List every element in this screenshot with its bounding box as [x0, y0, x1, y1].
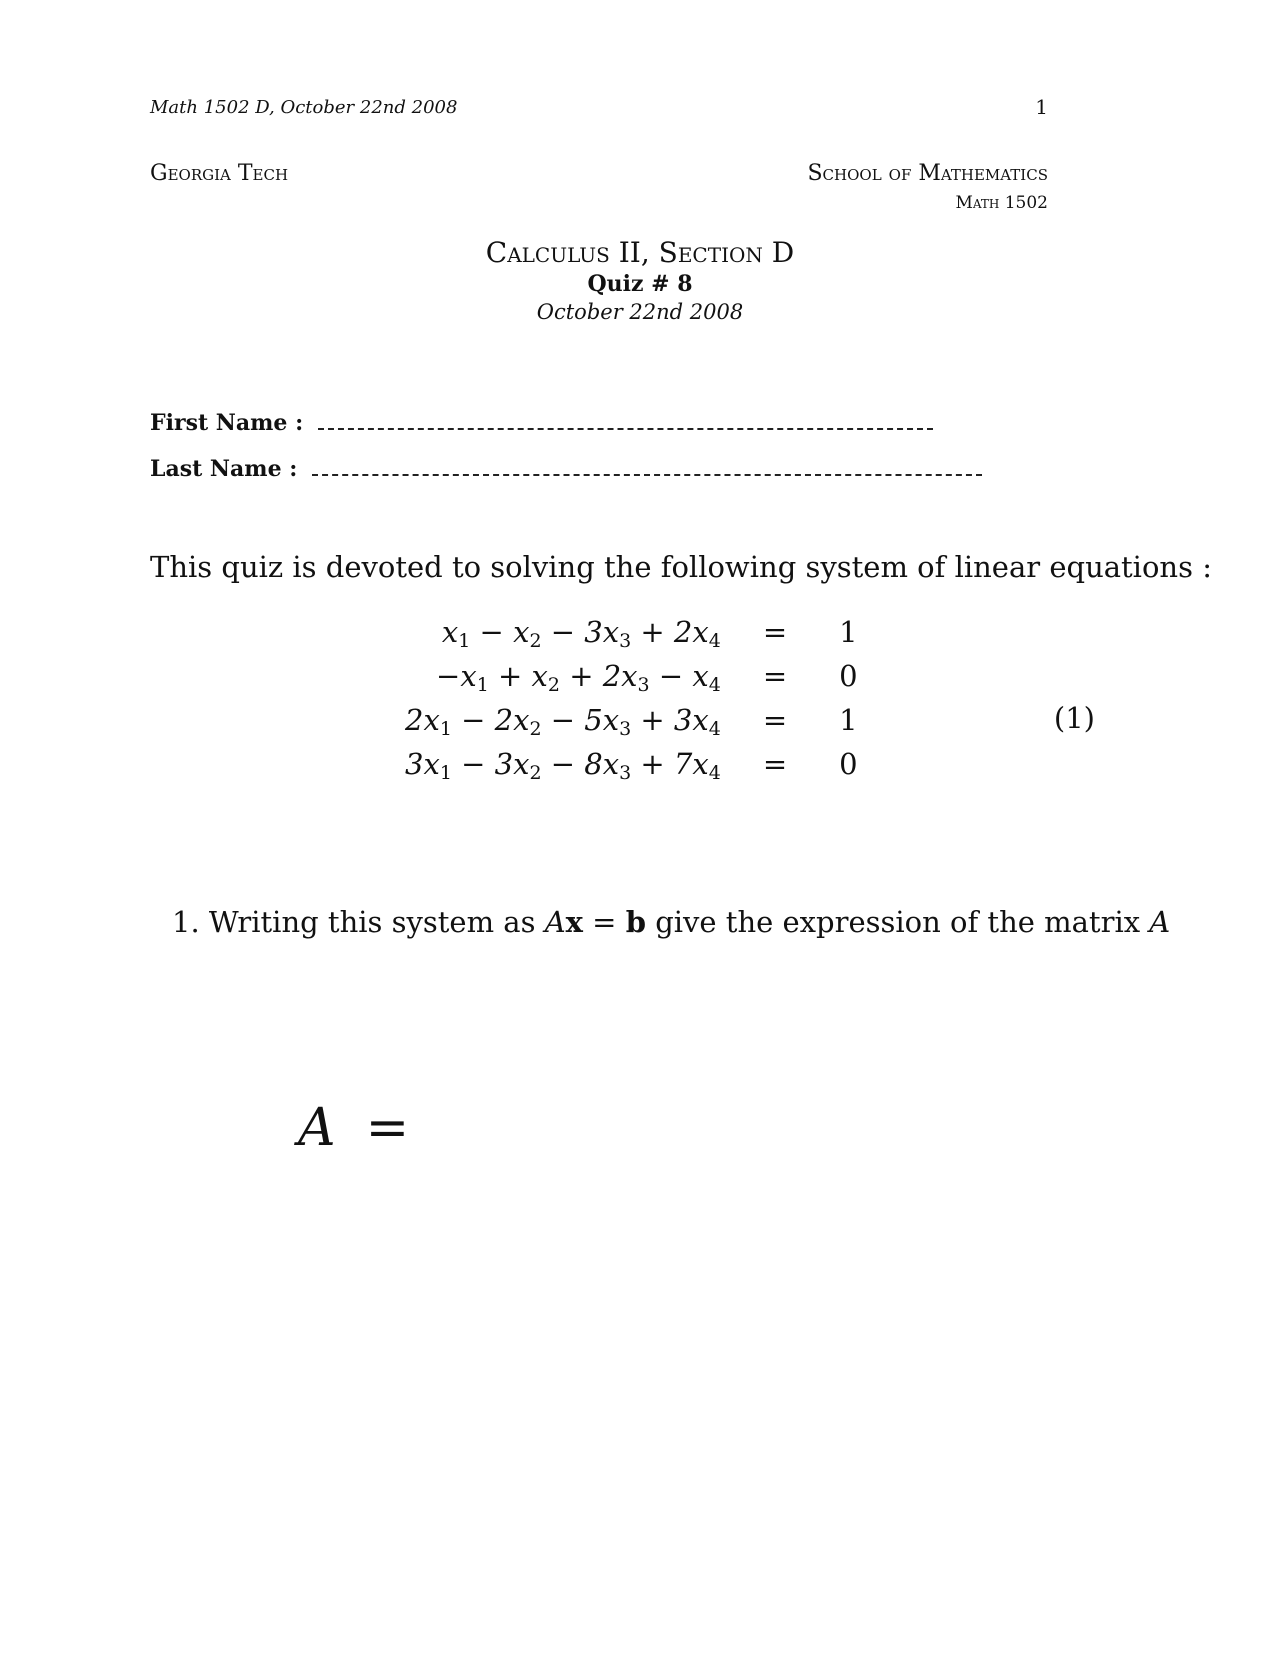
question-text: Writing this system as [208, 905, 536, 939]
first-name-blank[interactable] [318, 426, 933, 430]
formula-matrix-a: A [544, 905, 566, 939]
answer-matrix-label [298, 1098, 409, 1158]
formula-equals: = [592, 905, 617, 939]
equation-row [405, 698, 858, 742]
question-number: 1. [172, 905, 200, 939]
equation-row [405, 742, 858, 786]
last-name-label: Last Name : [150, 456, 298, 482]
equation-lhs: $3x_1 - 3x_2 - 8x_3 + 7x_4$ [405, 747, 721, 784]
course-title: Calculus II, Section D [485, 236, 795, 269]
last-name-row [150, 456, 982, 482]
first-name-row [150, 410, 933, 436]
course-code: Math 1502 [955, 193, 1048, 213]
equation-rhs: 0 [839, 747, 858, 781]
equation-equals: = [762, 703, 788, 737]
page-number: 1 [1035, 95, 1048, 119]
answer-a: A [298, 1098, 336, 1158]
question-matrix-a: A [1149, 905, 1171, 939]
first-name-label: First Name : [150, 410, 304, 436]
equation-number: (1) [1053, 701, 1095, 735]
quiz-number: Quiz # 8 [587, 271, 693, 297]
formula-vector-b: b [625, 905, 646, 939]
equation-equals: = [762, 659, 788, 693]
question-text-cont: give the expression of the matrix [655, 905, 1141, 939]
equation-row [405, 654, 858, 698]
institution-name: Georgia Tech [150, 161, 289, 186]
school-name: School of Mathematics [807, 161, 1048, 186]
title-block [0, 236, 1280, 326]
equation-row [405, 610, 858, 654]
equation-lhs: $-x_1 + x_2 + 2x_3 - x_4$ [436, 659, 721, 696]
equation-equals: = [762, 747, 788, 781]
equation-rhs: 0 [839, 659, 858, 693]
equation-rhs: 1 [839, 615, 858, 649]
formula-vector-x: x [565, 905, 583, 939]
running-head: Math 1502 D, October 22nd 2008 [150, 97, 458, 118]
intro-paragraph: This quiz is devoted to solving the following system of linear equations : [150, 550, 1212, 584]
answer-equals: = [365, 1098, 410, 1158]
equation-equals: = [762, 615, 788, 649]
question-1 [172, 905, 1170, 939]
equation-rhs: 1 [839, 703, 858, 737]
quiz-date: October 22nd 2008 [536, 300, 744, 324]
equation-lhs: $x_1 - x_2 - 3x_3 + 2x_4$ [441, 615, 721, 652]
equation-lhs: $2x_1 - 2x_2 - 5x_3 + 3x_4$ [405, 703, 721, 740]
last-name-blank[interactable] [312, 472, 982, 476]
equation-system [405, 610, 858, 786]
